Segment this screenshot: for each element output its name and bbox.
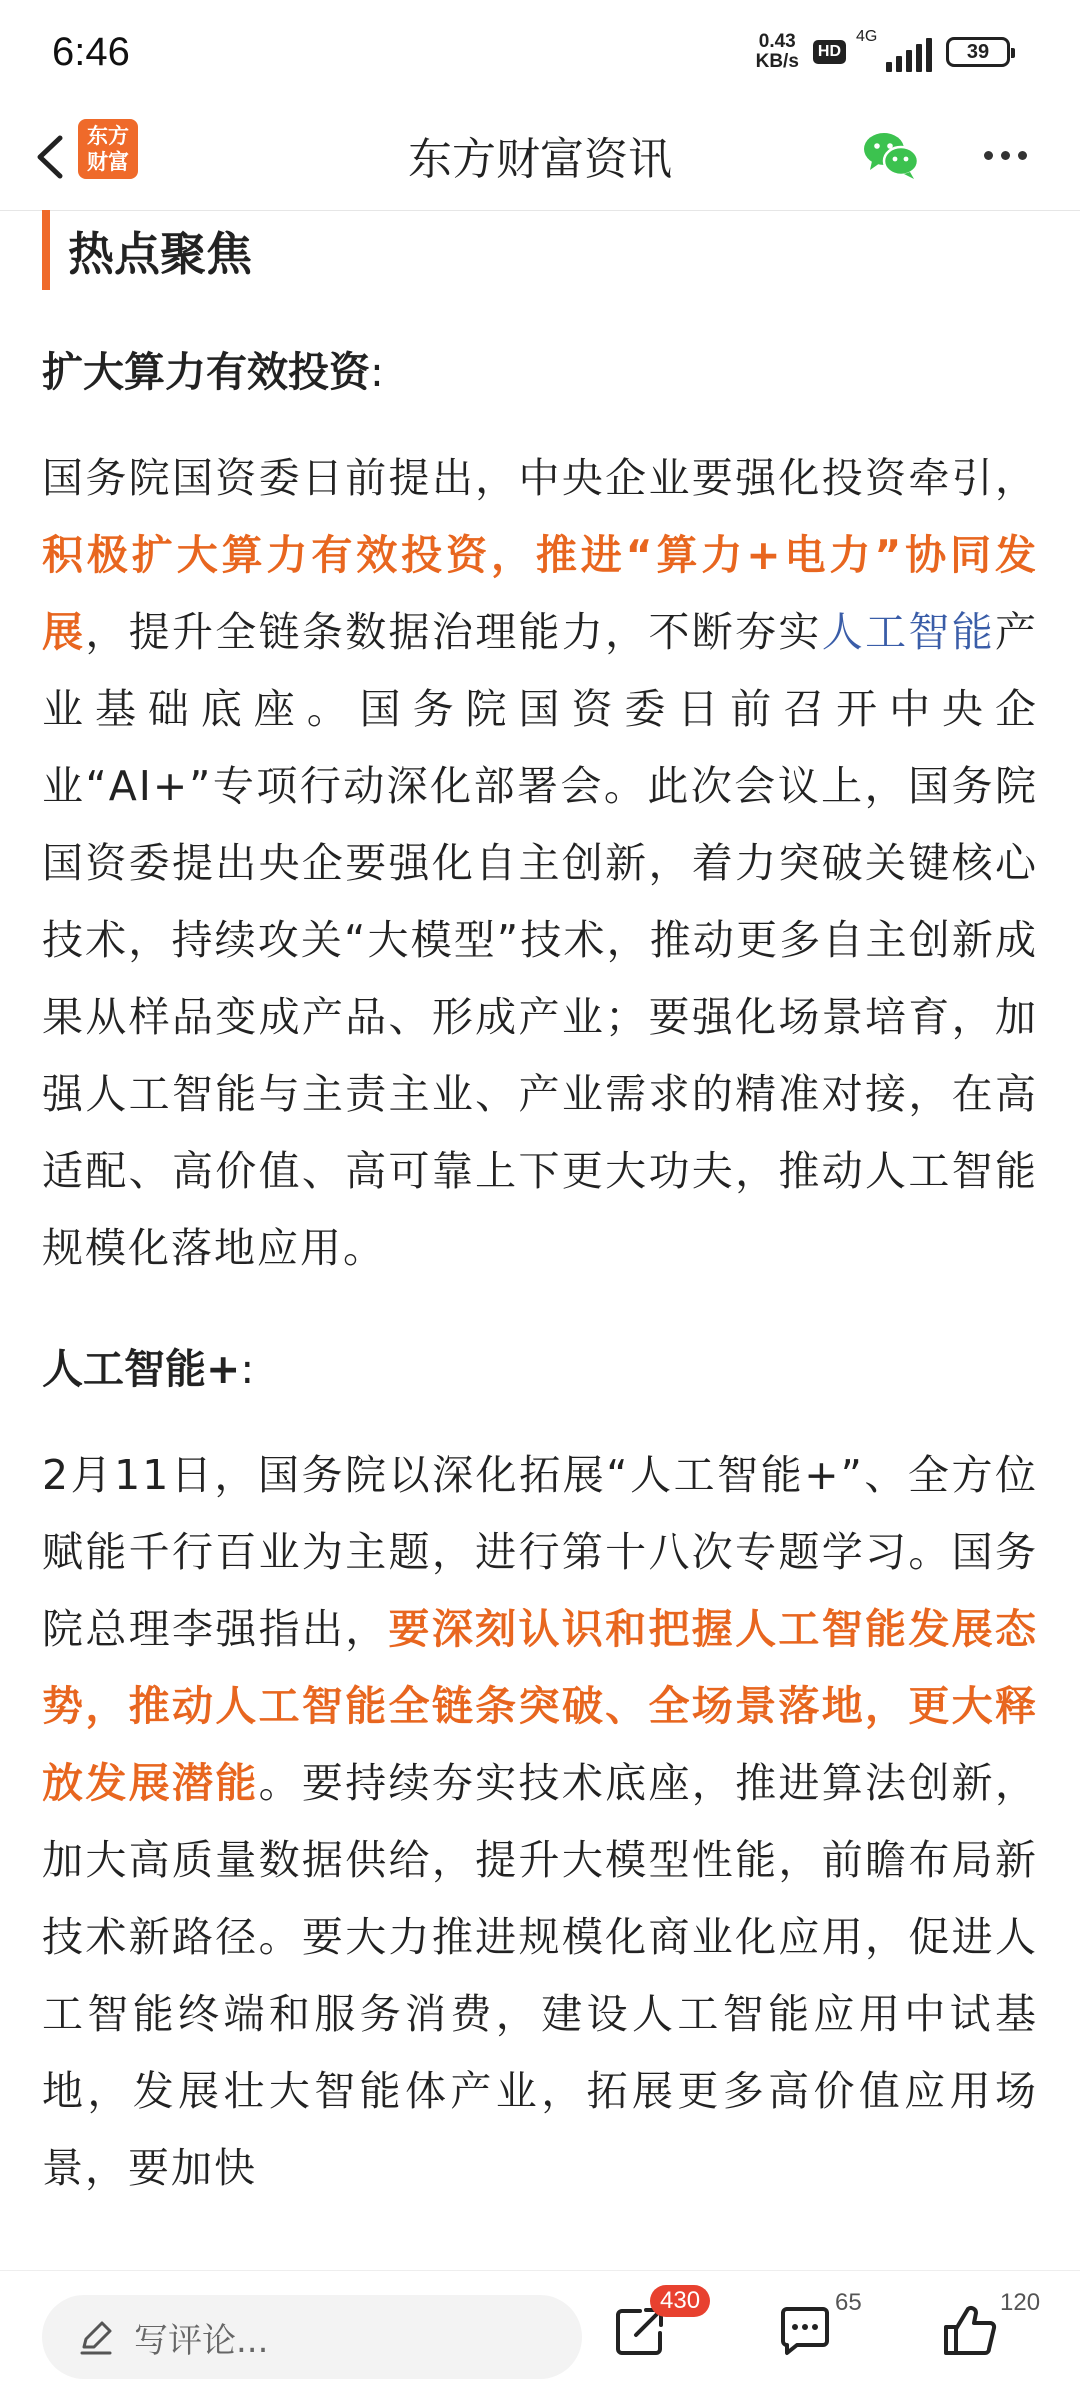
pencil-icon <box>76 2317 116 2357</box>
comment-count: 65 <box>835 2289 862 2316</box>
more-icon-dot <box>1001 151 1010 160</box>
hd-icon: HD <box>813 40 846 64</box>
article-body <box>42 210 1038 2207</box>
paragraph-text: 产业基础底座。国务院国资委日前召开中央企业“AI+”专项行动深化部署会。此次会议上，国务院国资委提出央企要强化自主创新，着力突破关键核心技术，持续攻关“大模型”技术，推动更多自主创新成果从样品变成产品、形成产业；要强化场景培育，加强人工智能与主责主业、产业需求的精准对接，在高适配、高价值、高可靠上下更大功夫，推动人工智能规模化落地应用。 <box>42 608 1039 1272</box>
highlighted-text: 积极扩大算力有效投资，推进“算力+电力”协同发展 <box>42 531 1038 656</box>
subheading-colon: : <box>240 1345 255 1393</box>
top-nav-bar <box>0 105 1080 211</box>
like-button[interactable] <box>940 2289 1041 2365</box>
highlighted-text: 要深刻认识和把握人工智能发展态势，推动人工智能全链条突破、全场景落地，更大释放发展潜能 <box>42 1605 1038 1807</box>
network-speed-value: 0.43 <box>758 31 796 52</box>
share-count-badge: 430 <box>650 2285 710 2317</box>
more-options-button[interactable] <box>975 127 1035 183</box>
section-accent-bar <box>42 210 50 290</box>
wechat-share-button[interactable] <box>860 123 922 185</box>
status-icons <box>756 30 1010 74</box>
section-header <box>42 210 1038 290</box>
paragraph-text: 。要持续夯实技术底座，推进算法创新，加大高质量数据供给，提升大模型性能，前瞻布局新技术新路径。要大力推进规模化商业化应用，促进人工智能终端和服务消费，建设人工智能应用中试基地，发展壮大智能体产业，拓展更多高价值应用场景，要加快 <box>42 1759 1039 2192</box>
more-icon-dot <box>984 151 993 160</box>
logo-text-line1: 东方 <box>87 124 129 148</box>
subheading-text: 人工智能+ <box>42 1345 241 1393</box>
paragraph-text: 2月11日，国务院以深化拓展“人工智能+”、全方位赋能千行百业为主题，进行第十八次专题学习。国务院总理李强指出， <box>42 1451 1038 1653</box>
battery-icon <box>946 37 1010 67</box>
signal-icon <box>856 28 932 72</box>
paragraph-text: ，提升全链条数据治理能力，不断夯实 <box>85 608 822 656</box>
share-button[interactable] <box>610 2287 701 2365</box>
battery-level: 39 <box>966 40 990 63</box>
thumbs-up-icon <box>940 2301 1000 2361</box>
bottom-action-bar <box>0 2270 1080 2401</box>
network-type: 4G <box>856 28 878 45</box>
section-title: 热点聚焦 <box>68 227 252 281</box>
paragraph <box>42 440 1038 1287</box>
like-count: 120 <box>1000 2289 1041 2316</box>
paragraph <box>42 1437 1038 2207</box>
comment-placeholder: 写评论... <box>134 2320 269 2361</box>
status-bar <box>0 0 1080 105</box>
network-speed <box>756 32 799 72</box>
comment-input[interactable] <box>42 2295 582 2379</box>
page-title: 东方财富资讯 <box>408 134 672 185</box>
subheading-text: 扩大算力有效投资 <box>42 348 370 396</box>
comments-button[interactable] <box>775 2289 862 2365</box>
subheading-colon: : <box>370 348 384 396</box>
status-time: 6:46 <box>52 30 130 74</box>
wechat-icon <box>860 123 922 185</box>
paragraph-text: 国务院国资委日前提出，中央企业要强化投资牵引， <box>42 454 1038 502</box>
comment-icon <box>775 2301 835 2361</box>
network-speed-unit: KB/s <box>755 51 799 72</box>
logo-text-line2: 财富 <box>87 150 129 174</box>
more-icon-dot <box>1018 151 1027 160</box>
stock-topic-link[interactable]: 人工智能 <box>821 608 996 656</box>
subheading <box>42 342 1038 402</box>
subheading <box>42 1339 1038 1399</box>
